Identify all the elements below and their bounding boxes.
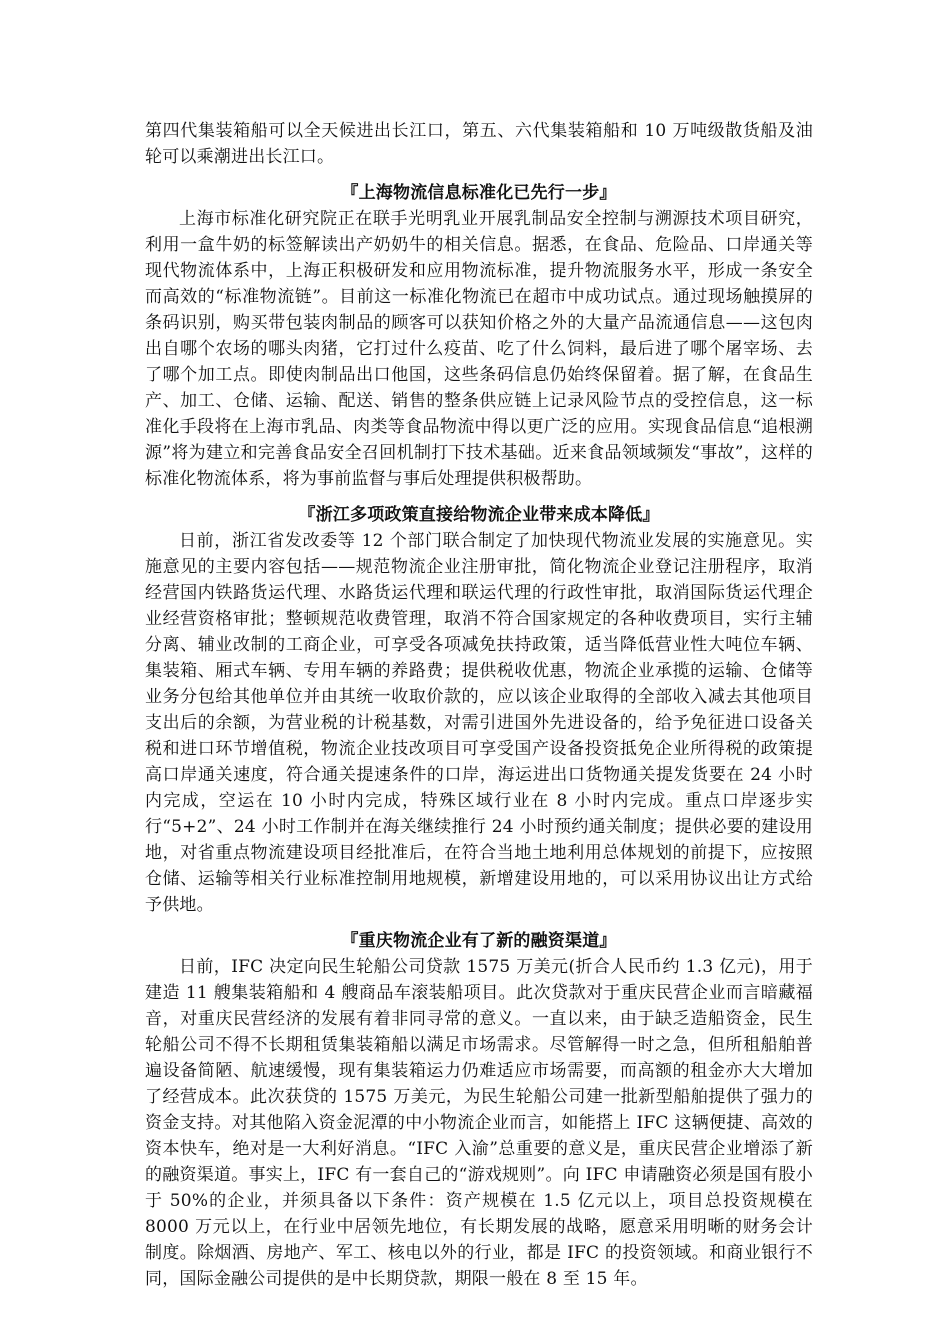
section-body-chongqing: 日前，IFC 决定向民生轮船公司贷款 1575 万美元(折合人民币约 1.3 亿元)，用于建造 11 艘集装箱船和 4 艘商品车滚装船项目。此次贷款对于重庆民营企业而言暗藏福音，对重庆民营经济的发展有着非同寻常的意义。一直以来，由于缺乏造船资金，民生轮船公司不得不长期租赁集装箱船以满足市场需求。尽管解得一时之急，但所租船舶普遍设备简陋、航速缓慢，现有集装箱运力仍难适应市场需要，而高额的租金亦大大增加了经营成本。此次获贷的 1575 万美元，为民生轮船公司建一批新型船舶提供了强力的资金支持。对其他陷入资金泥潭的中小物流企业而言，如能搭上 IFC 这辆便捷、高效的资本快车，绝对是一大利好消息。“IFC 入渝”总重要的意义是，重庆民营企业增添了新的融资渠道。事实上，IFC 有一套自己的“游戏规则”。向 IFC 申请融资必须是国有股小于 50%的企业，并须具备以下条件：资产规模在 1.5 亿元以上，项目总投资规模在 8000 万元以上，在行业中居领先地位，有长期发展的战略，愿意采用明晰的财务会计制度。除烟酒、房地产、军工、核电以外的行业，都是 IFC 的投资领域。和商业银行不同，国际金融公司提供的是中长期贷款，期限一般在 8 至 15 年。 xyxy=(145,957,813,1289)
document-page xyxy=(145,118,813,1292)
section-zhejiang xyxy=(145,502,813,918)
section-body-zhejiang: 日前，浙江省发改委等 12 个部门联合制定了加快现代物流业发展的实施意见。实施意见的主要内容包括——规范物流企业注册审批，简化物流企业登记注册程序，取消经营国内铁路货运代理、水路货运代理和联运代理的行政性审批，取消国际货运代理企业经营资格审批；整顿规范收费管理，取消不符合国家规定的各种收费项目，实行主辅分离、辅业改制的工商企业，可享受各项减免扶持政策，适当降低营业性大吨位车辆、集装箱、厢式车辆、专用车辆的养路费；提供税收优惠，物流企业承揽的运输、仓储等业务分包给其他单位并由其统一收取价款的，应以该企业取得的全部收入减去其他项目支出后的余额，为营业税的计税基数，对需引进国外先进设备的，给予免征进口设备关税和进口环节增值税，物流企业技改项目可享受国产设备投资抵免企业所得税的政策提高口岸通关速度，符合通关提速条件的口岸，海运进出口货物通关提发货要在 24 小时内完成，空运在 10 小时内完成，特殊区域行业在 8 小时内完成。重点口岸逐步实行“5+2”、24 小时工作制并在海关继续推行 24 小时预约通关制度；提供必要的建设用地，对省重点物流建设项目经批准后，在符合当地土地利用总体规划的前提下，应按照仓储、运输等相关行业标准控制用地规模，新增建设用地的，可以采用协议出让方式给予供地。 xyxy=(145,531,813,915)
section-body-shanghai: 上海市标准化研究院正在联手光明乳业开展乳制品安全控制与溯源技术项目研究，利用一盒牛奶的标签解读出产奶奶牛的相关信息。据悉，在食品、危险品、口岸通关等现代物流体系中，上海正积极研发和应用物流标准，提升物流服务水平，形成一条安全而高效的“标准物流链”。目前这一标准化物流已在超市中成功试点。通过现场触摸屏的条码识别，购买带包装肉制品的顾客可以获知价格之外的大量产品流通信息——这包肉出自哪个农场的哪头肉猪，它打过什么疫苗、吃了什么饲料，最后进了哪个屠宰场、去了哪个加工点。即使肉制品出口他国，这些条码信息仍始终保留着。据了解，在食品生产、加工、仓储、运输、配送、销售的整条供应链上记录风险节点的受控信息，这一标准化手段将在上海市乳品、肉类等食品物流中得以更广泛的应用。实现食品信息“追根溯源”将为建立和完善食品安全召回机制打下技术基础。近来食品领域频发“事故”，这样的标准化物流体系，将为事前监督与事后处理提供积极帮助。 xyxy=(145,209,813,489)
section-shanghai xyxy=(145,180,813,492)
section-heading-zhejiang: 『浙江多项政策直接给物流企业带来成本降低』 xyxy=(298,505,660,525)
section-heading-chongqing: 『重庆物流企业有了新的融资渠道』 xyxy=(341,931,617,951)
section-chongqing xyxy=(145,928,813,1292)
section-heading-shanghai: 『上海物流信息标准化已先行一步』 xyxy=(341,183,617,203)
intro-paragraph: 第四代集装箱船可以全天候进出长江口，第五、六代集装箱船和 10 万吨级散货船及油轮可以乘潮进出长江口。 xyxy=(145,121,813,167)
